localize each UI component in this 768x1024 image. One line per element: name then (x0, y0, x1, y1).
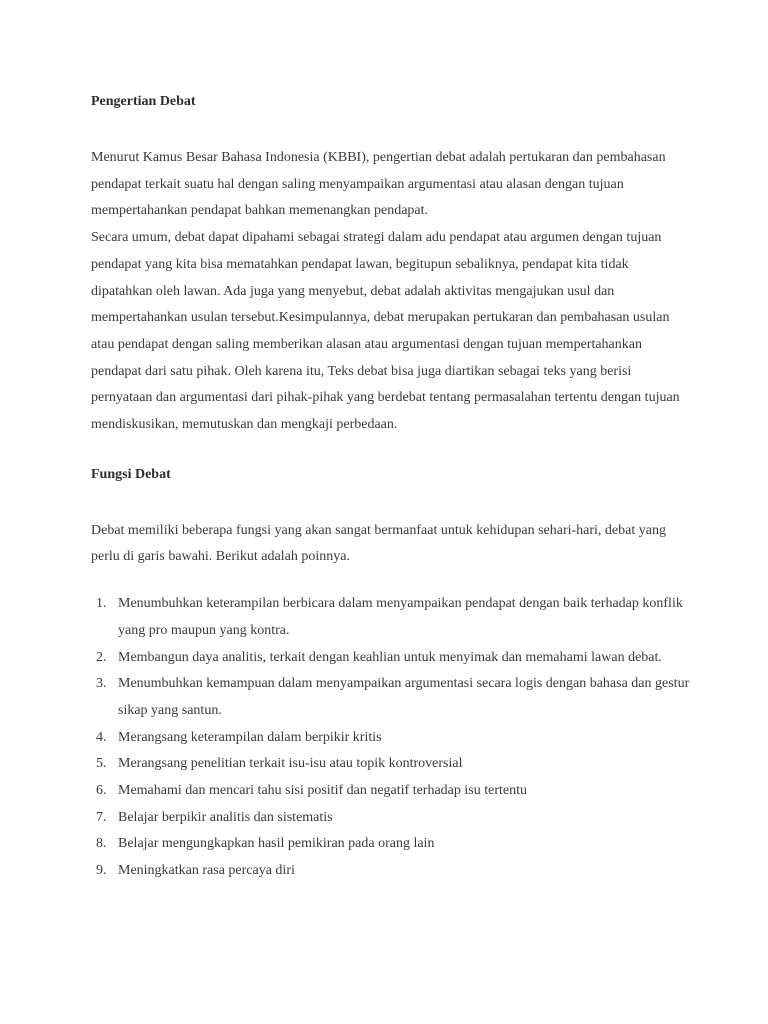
paragraph-definition-general: Secara umum, debat dapat dipahami sebagai strategi dalam adu pendapat atau argumen dengan tujuan pendapat yang kita bisa mematahkan pendapat lawan, begitupun sebaliknya, pendapat kita tidak dipatahkan oleh lawan. Ada juga yang menyebut, debat adalah aktivitas mengajukan usul dan mempertahankan usulan tersebut.Kesimpulannya, debat merupakan pertukaran dan pembahasan usulan atau pendapat dengan saling memberikan alasan atau argumentasi dengan tujuan mempertahankan pendapat dari satu pihak. Oleh karena itu, Teks debat bisa juga diartikan sebagai teks yang berisi pernyataan dan argumentasi dari pihak-pihak yang berdebat tentang permasalahan tertentu dengan tujuan mendiskusikan, memutuskan dan mengkaji perbedaan. (91, 230, 680, 433)
paragraph-definition-kbbi: Menurut Kamus Besar Bahasa Indonesia (KBBI), pengertian debat adalah pertukaran dan pembahasan pendapat terkait suatu hal dengan saling menyampaikan argumentasi atau alasan dengan tujuan mempertahankan pendapat bahkan memenangkan pendapat. (91, 150, 666, 219)
list-item-text: Belajar berpikir analitis dan sistematis (118, 809, 333, 825)
list-item (91, 645, 691, 672)
list-item (91, 805, 691, 832)
list-item-text: Meningkatkan rasa percaya diri (118, 863, 295, 879)
list-item (91, 751, 691, 778)
list-item-number: 1. (96, 596, 107, 612)
section-title-fungsi: Fungsi Debat (91, 466, 171, 482)
list-item-text: Menumbuhkan kemampuan dalam menyampaikan argumentasi secara logis dengan bahasa dan gestur sikap yang santun. (118, 676, 690, 718)
section-title-pengertian: Pengertian Debat (91, 94, 196, 109)
list-item-number: 7. (96, 809, 107, 825)
list-item-number: 5. (96, 756, 107, 772)
list-item-number: 4. (96, 729, 107, 745)
list-item (91, 671, 691, 724)
list-item (91, 725, 691, 752)
fungsi-list (91, 591, 691, 885)
list-item-text: Membangun daya analitis, terkait dengan keahlian untuk menyimak dan memahami lawan debat. (118, 649, 662, 665)
list-item-text: Belajar mengungkapkan hasil pemikiran pada orang lain (118, 836, 435, 852)
list-item-number: 3. (96, 676, 107, 692)
list-item (91, 858, 691, 885)
list-item-number: 9. (96, 863, 107, 879)
paragraph-fungsi-intro: Debat memiliki beberapa fungsi yang akan sangat bermanfaat untuk kehidupan sehari-hari, debat yang perlu di garis bawahi. Berikut adalah poinnya. (91, 522, 666, 565)
list-item-text: Menumbuhkan keterampilan berbicara dalam menyampaikan pendapat dengan baik terhadap konflik yang pro maupun yang kontra. (118, 596, 683, 638)
list-item-text: Memahami dan mencari tahu sisi positif dan negatif terhadap isu tertentu (118, 783, 527, 799)
document-content (91, 92, 691, 885)
list-item-number: 8. (96, 836, 107, 852)
list-item-text: Merangsang keterampilan dalam berpikir kritis (118, 729, 382, 745)
list-item (91, 591, 691, 644)
list-item-number: 6. (96, 783, 107, 799)
list-item (91, 778, 691, 805)
list-item-number: 2. (96, 649, 107, 665)
list-item (91, 831, 691, 858)
list-item-text: Merangsang penelitian terkait isu-isu atau topik kontroversial (118, 756, 463, 772)
